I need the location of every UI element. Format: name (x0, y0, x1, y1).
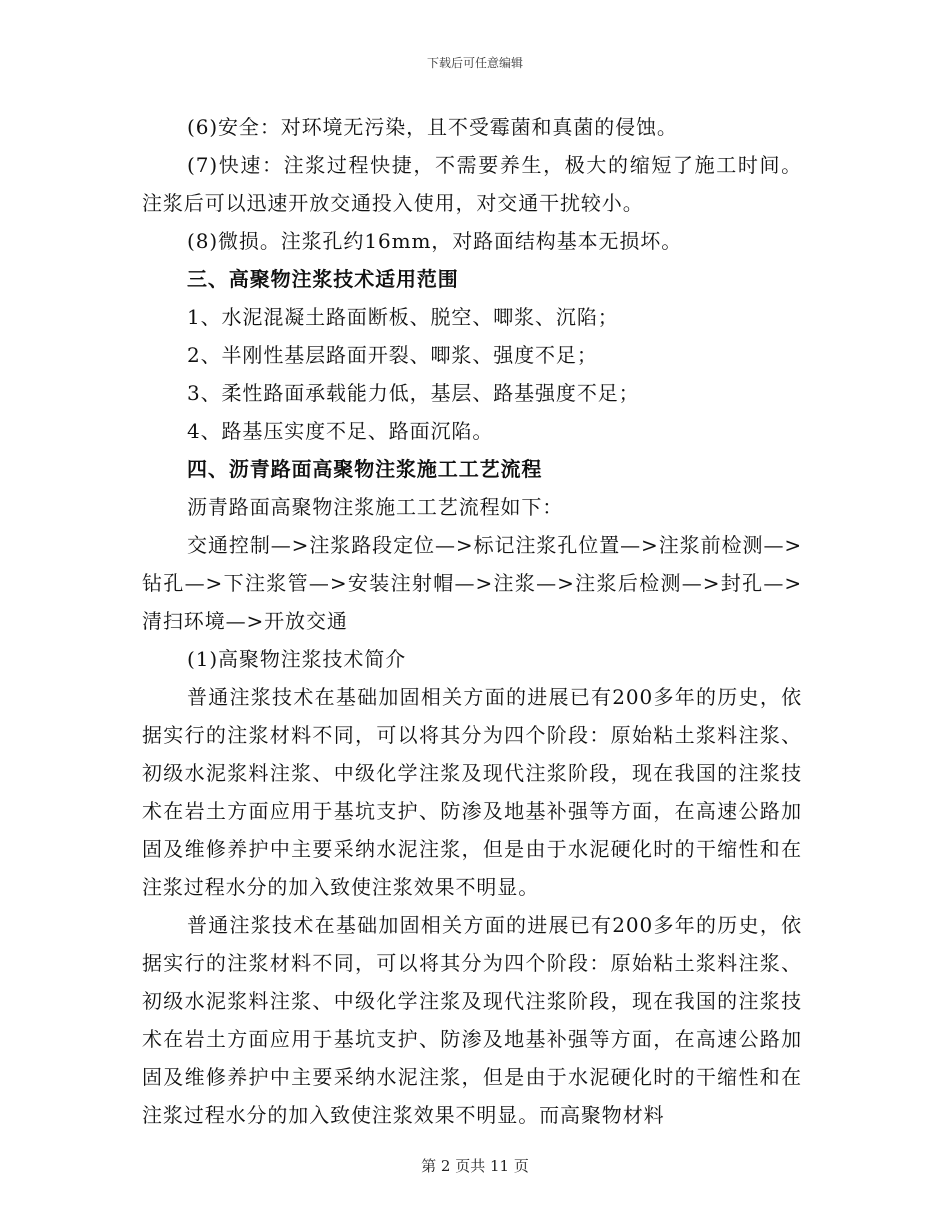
paragraph-safety: (6)安全：对环境无污染，且不受霉菌和真菌的侵蚀。 (187, 115, 678, 139)
list-item-1: 1、水泥混凝土路面断板、脱空、唧浆、沉陷； (187, 305, 619, 329)
page-header: 下载后可任意编辑 (426, 56, 523, 70)
paragraph-process-flow: 交通控制—>注浆路段定位—>标记注浆孔位置—>注浆前检测—>钻孔—>下注浆管—>安装注射帽—>注浆—>注浆后检测—>封孔—>清扫环境—>开放交通 (142, 533, 802, 633)
list-item-4: 4、路基压实度不足、路面沉陷。 (187, 419, 494, 443)
section-heading-scope: 三、高聚物注浆技术适用范围 (187, 267, 459, 291)
paragraph-history-2: 普通注浆技术在基础加固相关方面的进展已有200多年的历史，依据实行的注浆材料不同，可以将其分为四个阶段：原始粘土浆料注浆、初级水泥浆料注浆、中级化学注浆及现代注浆阶段，现在我国的注浆技术在岩土方面应用于基坑支护、防渗及地基补强等方面，在高速公路加固及维修养护中主要采纳水泥注浆，但是由于水泥硬化时的干缩性和在注浆过程水分的加入致使注浆效果不明显。而高聚物材料 (142, 913, 802, 1127)
list-item-2: 2、半刚性基层路面开裂、唧浆、强度不足； (187, 343, 598, 367)
paragraph-process-intro: 沥青路面高聚物注浆施工工艺流程如下： (187, 495, 564, 519)
subheading-intro: (1)高聚物注浆技术简介 (187, 647, 407, 671)
document-body (142, 108, 802, 1134)
section-heading-process: 四、沥青路面高聚物注浆施工工艺流程 (187, 457, 543, 481)
page-footer: 第 2 页共 11 页 (421, 1157, 529, 1175)
paragraph-fast: (7)快速：注浆过程快捷，不需要养生，极大的缩短了施工时间。注浆后可以迅速开放交通投入使用，对交通干扰较小。 (142, 153, 802, 215)
paragraph-history-1: 普通注浆技术在基础加固相关方面的进展已有200多年的历史，依据实行的注浆材料不同，可以将其分为四个阶段：原始粘土浆料注浆、初级水泥浆料注浆、中级化学注浆及现代注浆阶段，现在我国的注浆技术在岩土方面应用于基坑支护、防渗及地基补强等方面，在高速公路加固及维修养护中主要采纳水泥注浆，但是由于水泥硬化时的干缩性和在注浆过程水分的加入致使注浆效果不明显。 (142, 685, 802, 899)
list-item-3: 3、柔性路面承载能力低，基层、路基强度不足； (187, 381, 640, 405)
paragraph-minor-damage: (8)微损。注浆孔约16mm，对路面结构基本无损坏。 (187, 229, 683, 253)
